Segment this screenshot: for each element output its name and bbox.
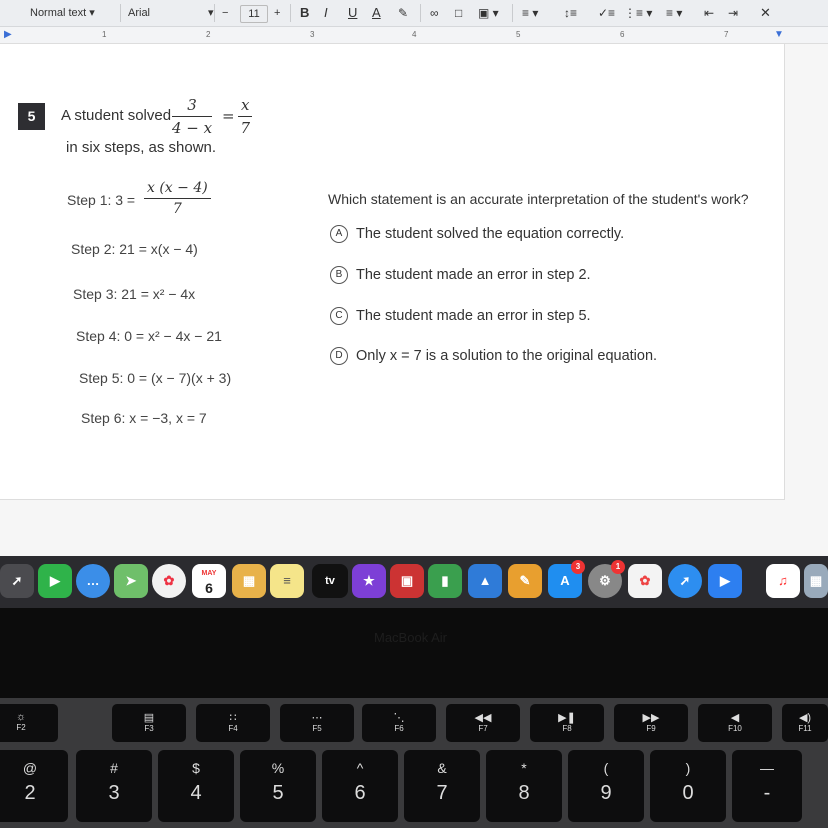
key-digit: - [763,782,771,804]
step-1-label: Step 1: 3 = [67,192,136,208]
photos-icon[interactable]: ✿ [152,564,186,598]
clear-formatting-icon[interactable]: ✕ [760,5,771,20]
ruler-mark: 4 [412,30,417,39]
line-spacing-icon[interactable]: ↕≡ [564,6,578,20]
settings-badge: 1 [611,560,625,574]
key-label: F9 [646,724,656,733]
key-symbol: ( [603,760,609,776]
app-store-icon[interactable]: A 3 [548,564,582,598]
f4-key[interactable] [196,704,270,742]
key-symbol: * [521,760,527,776]
key-7[interactable] [404,750,480,822]
ruler-mark: 1 [102,30,107,39]
equation-right-fraction [238,96,252,137]
fast-forward-icon: ▶▶ [642,712,660,724]
messages-icon[interactable]: … [76,564,110,598]
toolbar-divider [214,4,215,22]
app-store-badge: 3 [571,560,585,574]
option-letter: A [330,225,348,243]
keynote-icon[interactable]: ▲ [468,564,502,598]
keyboard-light-up-icon: ⋱ [393,712,405,724]
laptop-model-label: MacBook Air [374,630,447,645]
equals-sign: = [222,107,235,125]
align-icon[interactable]: ≡ ▾ [522,6,539,20]
font-size-increase-button[interactable]: + [274,7,281,19]
paragraph-style-dropdown[interactable]: Normal text ▾ [30,7,95,19]
font-label: Arial [128,7,151,19]
toolbar-divider [512,4,513,22]
key-digit: 5 [272,782,284,804]
key-label: F6 [394,724,404,733]
fraction-numerator: 3 [172,96,212,117]
answer-option-a[interactable] [330,225,624,243]
fraction-denominator: 7 [240,119,250,137]
key-3[interactable] [76,750,152,822]
photo-booth-icon[interactable]: ▣ [390,564,424,598]
key-4[interactable] [158,750,234,822]
toolbar-divider [290,4,291,22]
checklist-icon[interactable]: ✓≡ [598,6,616,20]
key-label: F11 [798,724,812,733]
f10-key[interactable] [698,704,772,742]
imovie-icon[interactable]: ★ [352,564,386,598]
option-text: The student made an error in step 2. [356,266,591,283]
image-icon[interactable]: ▣ ▾ [478,6,499,20]
font-dropdown[interactable]: Arial ▾ [128,7,214,19]
option-letter: C [330,307,348,325]
notes-icon[interactable]: ≡ [270,564,304,598]
launchpad-key-icon: ∷ [229,712,237,724]
music-icon[interactable]: ♫ [766,564,800,598]
google-photos-icon[interactable]: ✿ [628,564,662,598]
answer-option-d[interactable] [330,347,657,365]
f2-key[interactable] [0,704,58,742]
ruler-mark: 5 [516,30,521,39]
launchpad-icon[interactable]: ➚ [0,564,34,598]
calendar-day: 6 [205,580,213,596]
key-0[interactable] [650,750,726,822]
right-indent-icon[interactable]: ▼ [774,29,784,40]
ruler[interactable] [0,27,828,44]
answer-option-c[interactable] [330,307,591,325]
key-9[interactable] [568,750,644,822]
question-card [0,44,785,500]
brightness-icon: ☼ [15,711,27,723]
font-size-decrease-button[interactable]: − [222,7,229,19]
fraction-numerator: x (x − 4) [144,180,211,199]
key-symbol: % [271,760,285,776]
f7-key[interactable] [446,704,520,742]
key-symbol: ^ [356,760,364,776]
question-intro: A student solved [61,107,172,124]
key-digit: 9 [600,782,612,804]
key-symbol: @ [22,760,38,776]
ruler-mark: 3 [310,30,315,39]
keyboard-light-icon: ⋯ [311,712,323,724]
ruler-mark: 2 [206,30,211,39]
key-digit: 6 [354,782,366,804]
keyboard [0,698,828,828]
f8-key[interactable] [530,704,604,742]
key-digit: 4 [190,782,202,804]
answer-option-b[interactable] [330,266,591,284]
question-number-badge: 5 [18,103,45,130]
key-digit: 3 [108,782,120,804]
rewind-icon: ◀◀ [474,712,492,724]
finder-window-icon[interactable]: ▦ [804,564,828,598]
key-5[interactable] [240,750,316,822]
key-digit: 8 [518,782,530,804]
step-1-fraction [144,180,211,217]
document-page [0,44,828,556]
indent-decrease-icon[interactable]: ⇤ [704,6,715,20]
numbers-icon[interactable]: ▮ [428,564,462,598]
safari-icon[interactable]: ➚ [668,564,702,598]
question-prompt: Which statement is an accurate interpretation of the student's work? [328,191,749,207]
key-label: F4 [228,724,238,733]
step-5: Step 5: 0 = (x − 7)(x + 3) [79,370,232,386]
calendar-month: MAY [201,570,217,577]
key-symbol: $ [192,760,200,776]
bold-button[interactable]: B [300,5,310,20]
key-label: F8 [562,724,572,733]
key-2[interactable] [0,750,68,822]
ruler-mark: 6 [620,30,625,39]
calendar-icon[interactable] [192,564,226,598]
key-digit: 0 [682,782,694,804]
key-symbol: ) [685,760,691,776]
key-symbol: & [437,760,447,776]
key-digit: 2 [24,782,36,804]
volume-down-icon: ◀) [798,712,812,724]
mute-icon: ◀ [730,712,740,724]
ruler-mark: 7 [724,30,729,39]
key-symbol: # [110,760,118,776]
key-digit: 7 [436,782,448,804]
tv-label: tv [325,575,335,587]
key-minus[interactable] [732,750,802,822]
question-intro-continued: in six steps, as shown. [66,139,217,156]
highlight-icon[interactable]: ✎ [398,6,409,20]
key-label: F2 [16,723,26,732]
fraction-denominator: 4 − x [172,119,213,137]
bullet-list-icon[interactable]: ⋮≡ ▾ [624,6,653,20]
numbered-list-icon[interactable]: ≡ ▾ [666,6,683,20]
f9-key[interactable] [614,704,688,742]
option-text: The student made an error in step 5. [356,307,591,324]
apple-tv-icon[interactable] [312,564,348,598]
key-label: F10 [728,724,742,733]
font-size-input[interactable]: 11 [240,5,268,23]
f5-key[interactable] [280,704,354,742]
text-color-button[interactable]: A [372,5,381,20]
key-symbol: — [760,760,774,776]
maps-icon[interactable]: ➤ [114,564,148,598]
equation-left-fraction [172,96,212,137]
option-text: Only x = 7 is a solution to the original equation. [356,347,658,364]
comment-icon[interactable]: □ [455,6,463,20]
key-6[interactable] [322,750,398,822]
toolbar-divider [420,4,421,22]
pages-icon[interactable]: ✎ [508,564,542,598]
step-6: Step 6: x = −3, x = 7 [81,410,207,426]
toolbar-divider [120,4,121,22]
key-label: F7 [478,724,488,733]
f6-key[interactable] [362,704,436,742]
step-3: Step 3: 21 = x² − 4x [73,286,196,302]
contacts-icon[interactable]: ▦ [232,564,266,598]
link-icon[interactable]: ∞ [430,6,439,20]
key-label: F5 [312,724,322,733]
italic-button[interactable]: I [324,5,328,20]
underline-button[interactable]: U [348,5,358,20]
step-2: Step 2: 21 = x(x − 4) [71,241,198,257]
left-indent-icon[interactable]: ▶ [4,29,12,40]
macos-dock [0,556,828,608]
key-8[interactable] [486,750,562,822]
key-label: F3 [144,724,154,733]
laptop-bezel [0,608,828,698]
option-letter: D [330,347,348,365]
fraction-denominator: 7 [172,201,182,217]
facetime-icon[interactable]: ▶ [38,564,72,598]
option-letter: B [330,266,348,284]
paragraph-style-label: Normal text [30,7,87,19]
indent-increase-icon[interactable]: ⇥ [728,6,739,20]
f3-key[interactable] [112,704,186,742]
docs-toolbar [0,0,828,27]
play-pause-icon: ▶❚ [558,712,576,724]
f11-key[interactable] [782,704,828,742]
zoom-icon[interactable]: ▶ [708,564,742,598]
mission-control-icon: ▤ [143,712,155,724]
system-preferences-icon[interactable]: ⚙ 1 [588,564,622,598]
fraction-numerator: x [238,96,252,117]
option-text: The student solved the equation correctly. [356,225,625,242]
step-4: Step 4: 0 = x² − 4x − 21 [76,328,222,344]
